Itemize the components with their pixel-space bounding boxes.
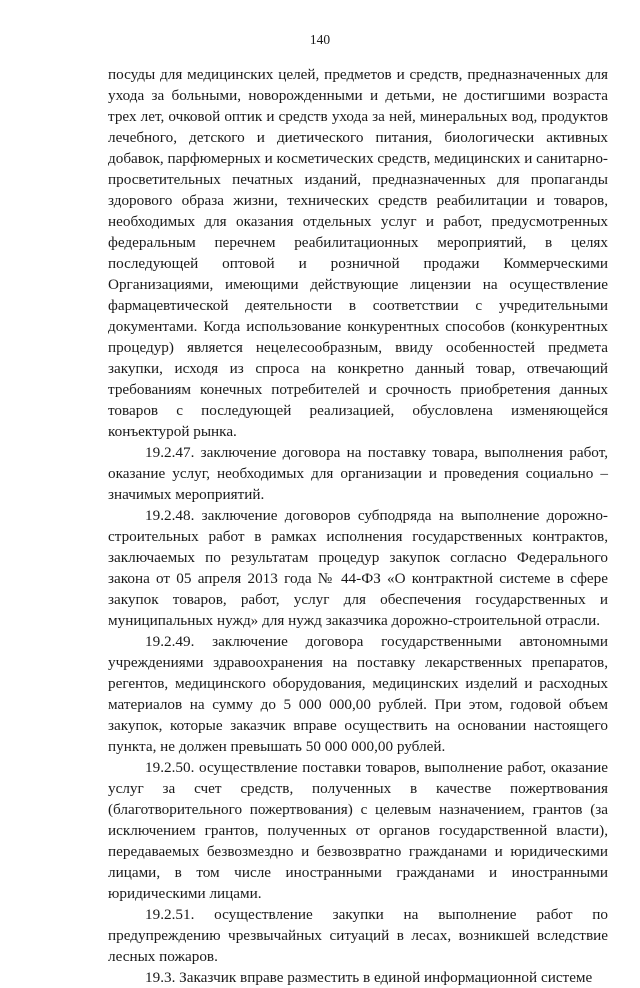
paragraph-19-3: 19.3. Заказчик вправе разместить в единой информационной системе [145, 969, 593, 986]
paragraph-19-2-47: 19.2.47. заключение договора на поставку товара, выполнения работ, оказание услуг, необходимых для организации и проведения социально – значимых мероприятий. [108, 444, 608, 503]
document-body [108, 64, 608, 988]
paragraph-19-2-50: 19.2.50. осуществление поставки товаров, выполнение работ, оказание услуг за счет средств, полученных в качестве пожертвования (благотворительного пожертвования) с целевым назначением, грантов (за исключением грантов, полученных от органов государственной власти), передаваемых безвозмездно и безвозвратно гражданами и юридическими лицами, в том числе иностранными гражданами и иностранными юридическими лицами. [108, 759, 608, 902]
paragraph-19-2-48: 19.2.48. заключение договоров субподряда на выполнение дорожно-строительных работ в рамках исполнения государственных контрактов, заключаемых по результатам процедур закупок согласно Федерального закона от 05 апреля 2013 года № 44-ФЗ «О контрактной системе в сфере закупок товаров, работ, услуг для обеспечения государственных и муниципальных нужд» для нужд заказчика дорожно-строительной отрасли. [108, 507, 608, 629]
paragraph-19-2-51: 19.2.51. осуществление закупки на выполнение работ по предупреждению чрезвычайных ситуаций в лесах, возникшей вследствие лесных пожаров. [108, 906, 608, 965]
paragraph-19-2-49: 19.2.49. заключение договора государственными автономными учреждениями здравоохранения на поставку лекарственных препаратов, регентов, медицинского оборудования, медицинских изделий и расходных материалов на сумму до 5 000 000,00 рублей. При этом, годовой объем закупок, которые заказчик вправе осуществить на основании настоящего пункта, не должен превышать 50 000 000,00 рублей. [108, 633, 608, 755]
page-number: 140 [309, 32, 331, 47]
paragraph-continuation: посуды для медицинских целей, предметов и средств, предназначенных для ухода за больными, новорожденными и детьми, не достигшими возраста трех лет, очковой оптик и средств ухода за ней, минеральных вод, продуктов лечебного, детского и диетического питания, биологически активных добавок, парфюмерных и косметических средств, медицинских и санитарно-просветительных печатных изданий, предназначенных для пропаганды здорового образа жизни, технических средств реабилитации и товаров, необходимых для оказания отдельных услуг и работ, предусмотренных федеральным перечнем реабилитационных мероприятий, в целях последующей оптовой и розничной продажи Коммерческими Организациями, имеющими действующие лицензии на осуществление фармацевтической деятельности в соответствии с учредительными документами. Когда использование конкурентных способов (конкурентных процедур) является нецелесообразным, ввиду особенностей предмета закупки, исходя из спроса на конкретно данный товар, отвечающий требованиям конечных потребителей и срочность приобретения данных товаров с последующей реализацией, обусловлена изменяющейся конъектурой рынка. [108, 66, 608, 440]
